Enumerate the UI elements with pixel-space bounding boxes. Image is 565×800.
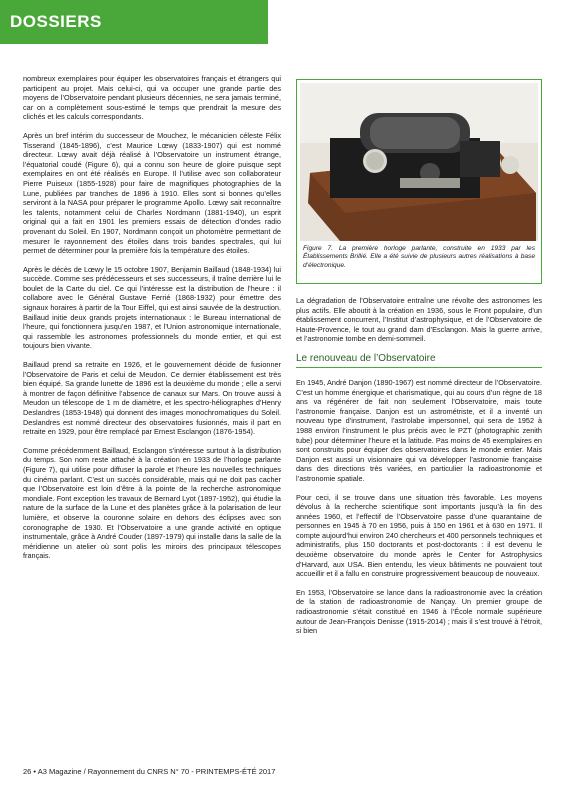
- figure-7: [296, 79, 542, 284]
- right-column: [296, 296, 542, 645]
- paragraph: La dégradation de l’Observatoire entraîne une révolte des astronomes les plus actifs. Elle aboutit à la création en 1936, sous le Front populaire, d’un établissement concurrent, l’Institut d’astrophysique, et de l’Observatoire de Haute-Provence, le tout au grand dam d’Esclangon. Mais la guerre arrive, et l’astronomie tombe en demi-sommeil.: [296, 296, 542, 344]
- page-footer: 26 • A3 Magazine / Rayonnement du CNRS N° 70 - PRINTEMPS-ÉTÉ 2017: [23, 767, 276, 776]
- paragraph: nombreux exemplaires pour équiper les observatoires français et étrangers qui participent au projet. Mais celui-ci, qui va occuper une grande partie des moyens de l’Observatoire pendant plusieurs décennies, ne sera jamais terminé, car on a complètement sous-estimé le temps que prendrait la mesure des clichés et les calculs correspondants.: [23, 74, 281, 122]
- section-header-band: [0, 0, 268, 44]
- paragraph: Pour ceci, il se trouve dans une situation très favorable. Les moyens dévolus à la recherche scientifique sont importants jusqu’à la fin des années 1960, et l’effectif de l’Observatoire passe d’une quarantaine de personnes en 1945 à 70 en 1956, puis à 150 en 1961 et à 630 en 1971. Il compte aujourd’hui environ 240 chercheurs et 400 personnels techniques et administratifs, plus 150 doctorants et post-doctorants : il est devenu le deuxième observatoire du monde après le Center for Astrophysics d’Harvard, aux USA. Bien entendu, les vieux bâtiments ne pouvaient tout accueillir et il a fallu en construire progressivement beaucoup de nouveaux.: [296, 492, 542, 579]
- left-column: [23, 74, 281, 570]
- paragraph: Comme précédemment Baillaud, Esclangon s’intéresse surtout à la distribution du temps. Son nom reste attaché à la création en 1933 de l’horloge parlante (Figure 7), qui utilise pour diffuser la parole et l’heure les nouvelles techniques du cinéma parlant. C’est un succès considérable, mais qui ne doit pas cacher que l’Observatoire est loin d’être à la pointe de la recherche astronomique mondiale. Font exception les travaux de Bernard Lyot (1897-1952), qui étudie la nature de la surface de la Lune et des planètes grâce à la polarisation de leur lumière, et observe la couronne solaire en dehors des éclipses avec son coronographe de 1930. Et l’Observatoire a une grande activité en optique instrumentale, grâce à André Couder (1897-1979) qui installe dans la salle de la méridienne un atelier où sont polis les miroirs des principaux télescopes français.: [23, 445, 281, 561]
- section-heading: Le renouveau de l’Observatoire: [296, 353, 542, 368]
- paragraph: Baillaud prend sa retraite en 1926, et le gouvernement décide de fusionner l’Observatoire de Paris et celui de Meudon. Ce dernier établissement est très bien équipé. Sa grande lunette de 1896 est la deuxième du monde ; elle a servi à montrer de façon définitive l’absence de canaux sur Mars. On trouve aussi à Meudon un télescope de 1 m de diamètre, et les spectro-héliographes d’Henry Deslandres (1853-1948) qui donnent des images monochromatiques du Soleil. Deslandres est nommé directeur des observatoires fusionnés, mais il part en retraite en 1929, pour être remplacé par Ernest Esclangon (1876-1954).: [23, 360, 281, 437]
- paragraph: Après le décès de Lœwy le 15 octobre 1907, Benjamin Baillaud (1848-1934) lui succède. Comme ses prédécesseurs et ses successeurs, il traîne derrière lui le boulet de la Carte du ciel. Ce qui l’intéresse est la distribution de l’heure : il collabore avec le Général Gustave Ferrié (1868-1932) pour émettre des signaux horaires à partir de la Tour Eiffel, qui est ainsi sauvée de la destruction. Baillaud initie deux grands projets internationaux : le Bureau international de l’heure, qui fonctionnera jusqu’en 1987, et l’Union astronomique internationale, qui rassemble les astronomes professionnels du monde entier, et qui est toujours bien vivante.: [23, 264, 281, 351]
- paragraph: En 1953, l’Observatoire se lance dans la radioastronomie avec la création de la station de radioastronomie de Nançay. Un premier groupe de radioastronomie s’était constitué en 1946 à l’École normale supérieure autour de Jean-François Denisse (1915-2014) ; mais il s’est trouvé à l’étroit, si bien: [296, 587, 542, 636]
- section-title-dossiers: DOSSIERS: [10, 12, 102, 31]
- paragraph: Après un bref intérim du successeur de Mouchez, le mécanicien céleste Félix Tisserand (1845-1896), c’est Maurice Lœwy (1833-1907) qui est nommé directeur. Lœwy avait déjà réalisé à l’Observatoire un instrument étrange, l’équatorial coudé (Figure 6), qui a connu son heure de gloire puisque sept exemplaires en ont été réalisés en Europe. Il l’utilise avec son collaborateur Pierre Puiseux (1855-1928) pour faire de magnifiques photographies de la Lune, publiées par tranches de 1896 à 1910. Elles sont si bonnes qu’elles serviront à la NASA pour préparer le programme Apollo. Lœwy sait reconnaître les talents, notamment celui de Charles Nordmann (1881-1940), un esprit original qui a fait en 1901 les premiers essais de détection d’ondes radio provenant du Soleil. En 1907, Nordmann conçoit un photomètre permettant de mesurer le rayonnement des étoiles dans trois bandes spectrales, qui lui permet de déterminer pour la première fois la température des étoiles.: [23, 130, 281, 256]
- figure-caption: Figure 7. La première horloge parlante, construite en 1933 par les Établissements Brillié. Elle a été suivie de plusieurs autres réalisations à base d’électronique.: [303, 245, 535, 269]
- talking-clock-photo: [300, 83, 538, 241]
- paragraph: En 1945, André Danjon (1890-1967) est nommé directeur de l’Observatoire. C’est un homme énergique et charismatique, qui au cours d’un règne de 18 ans va régénérer de fait non seulement l’Observatoire, mais toute l’astronomie française. Danjon est un astrométriste, et il a inventé un nouveau type d’instrument, l’astrolabe impersonnel, qui sera de 1952 à 1988 environ l’instrument le plus précis avec le PZT (photographic zenith tube) pour déterminer l’heure et la latitude. Pas moins de 45 exemplaires en sont construits pour équiper des observatoires dans le monde entier. Mais Danjon est aussi un visionnaire qui va développer l’astronomie française dans des directions très variées, en particulier la radioastronomie et l’astronomie spatiale.: [296, 377, 542, 483]
